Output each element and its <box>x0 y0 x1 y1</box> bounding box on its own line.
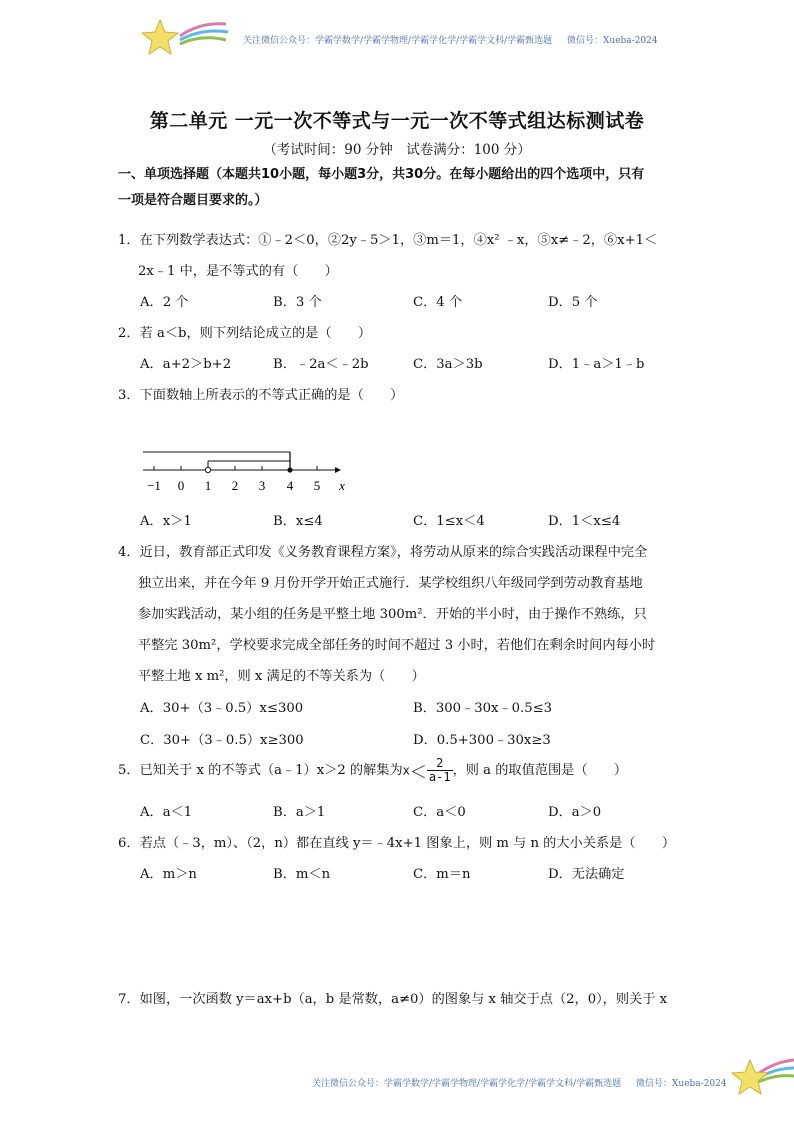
star-logo-icon <box>140 14 232 60</box>
tick-label: 5 <box>313 478 321 493</box>
q5-frac-lt: ＜ <box>409 763 427 783</box>
q5-option-c: C．a＜0 <box>413 805 466 820</box>
q1-option-b: B．3 个 <box>273 295 322 310</box>
q3-option-d: D．1＜x≤4 <box>548 514 621 529</box>
q2-option-b: B．﹣2a＜﹣2b <box>273 357 369 372</box>
tick-label: −1 <box>147 478 161 493</box>
q6-option-b: B．m＜n <box>273 867 331 882</box>
q2-option-c: C．3a＞3b <box>413 357 483 372</box>
q5-fraction <box>427 757 453 784</box>
q1-option-c: C．4 个 <box>413 295 463 310</box>
q4-line2: 独立出来，并在今年 9 月份开学开始正式施行．某学校组织八年级同学到劳动教育基地 <box>138 576 643 591</box>
header-wechat: 微信号：Xueba-2024 <box>567 36 658 46</box>
q5-stem <box>118 757 627 784</box>
q2-option-d: D．1﹣a＞1﹣b <box>548 357 645 372</box>
q5-stem-post: ，则 a 的取值范围是（ ） <box>452 763 628 778</box>
footer-text: 关注微信公众号：学霸学数学/学霸学物理/学霸学化学/学霸学文科/学霸甄选题 <box>312 1079 622 1089</box>
page-title: 第二单元 一元一次不等式与一元一次不等式组达标测试卷 <box>149 110 645 132</box>
q5-option-b: B．a＞1 <box>273 805 326 820</box>
q4-line5: 平整土地 x m²，则 x 满足的不等关系为（ ） <box>138 669 425 684</box>
q6-option-a: A．m＞n <box>140 867 197 882</box>
page-subtitle: （考试时间：90 分钟 试卷满分：100 分） <box>263 142 531 158</box>
tick-label: 4 <box>286 478 294 493</box>
q7-stem: 7．如图，一次函数 y＝ax+b（a，b 是常数，a≠0）的图象与 x 轴交于点（2，0），则关于 x <box>118 992 668 1007</box>
footer-wechat: 微信号：Xueba-2024 <box>636 1079 727 1089</box>
closed-point <box>287 467 292 472</box>
q4-option-d: D．0.5+300﹣30x≥3 <box>413 733 551 748</box>
section-heading-line1: 一、单项选择题（本题共10小题，每小题3分，共30分。在每小题给出的四个选项中，只有 <box>118 167 645 182</box>
star-logo-icon <box>730 1052 794 1102</box>
q5-frac-x: x <box>402 763 410 778</box>
q1-option-a: A．2 个 <box>140 295 189 310</box>
q4-option-b: B．300﹣30x﹣0.5≤3 <box>413 701 553 716</box>
q4-option-a: A．30+（3﹣0.5）x≤300 <box>140 701 304 716</box>
q2-option-a: A．a+2＞b+2 <box>140 357 232 372</box>
q4-line4: 平整完 30m²，学校要求完成全部任务的时间不超过 3 小时，若他们在剩余时间内每小时 <box>138 638 656 653</box>
q5-option-d: D．a＞0 <box>548 805 602 820</box>
q6-option-d: D．无法确定 <box>548 867 625 882</box>
q6-stem: 6．若点（﹣3，m）、（2，n）都在直线 y＝﹣4x+1 图象上，则 m 与 n 的大小关系是（ ） <box>118 836 676 851</box>
q4-line1: 4．近日，教育部正式印发《义务教育课程方案》，将劳动从原来的综合实践活动课程中完全 <box>118 545 648 560</box>
tick-label: 0 <box>177 478 185 493</box>
q4-line3: 参加实践活动，某小组的任务是平整土地 300m²．开始的半小时，由于操作不熟练，只 <box>138 607 647 622</box>
q3-stem: 3．下面数轴上所表示的不等式正确的是（ ） <box>118 388 404 403</box>
header-text: 关注微信公众号：学霸学数学/学霸学物理/学霸学化学/学霸学文科/学霸甄选题 <box>243 36 553 46</box>
q6-option-c: C．m＝n <box>413 867 471 882</box>
q1-option-d: D．5 个 <box>548 295 598 310</box>
q5-frac-num: 2 <box>427 757 453 771</box>
q1-line1: 1．在下列数学表达式：①﹣2＜0，②2y﹣5＞1，③m＝1，④x² ﹣x，⑤x≠﹣2，⑥x+1＜ <box>118 233 658 248</box>
q5-frac-den: a-1 <box>428 770 451 784</box>
q3-option-a: A．x＞1 <box>140 514 192 529</box>
tick-label: 2 <box>231 478 239 493</box>
q3-option-b: B．x≤4 <box>273 514 323 529</box>
tick-label: 3 <box>258 478 266 493</box>
q1-line2: 2x﹣1 中，是不等式的有（ ） <box>138 264 338 279</box>
q3-option-c: C．1≤x＜4 <box>413 514 485 529</box>
tick-label: 1 <box>204 478 212 493</box>
q5-stem-pre: 5．已知关于 x 的不等式（a﹣1）x＞2 的解集为 <box>118 763 403 778</box>
section-heading <box>118 162 678 214</box>
open-point <box>205 467 210 472</box>
section-heading-line2: 一项是符合题目要求的。） <box>118 193 268 208</box>
axis-var-label: x <box>339 478 345 493</box>
q5-option-a: A．a＜1 <box>140 805 193 820</box>
q4-option-c: C．30+（3﹣0.5）x≥300 <box>140 733 304 748</box>
axis-arrow <box>335 467 341 473</box>
number-line-figure <box>135 440 365 496</box>
q2-stem: 2．若 a＜b，则下列结论成立的是（ ） <box>118 326 372 341</box>
